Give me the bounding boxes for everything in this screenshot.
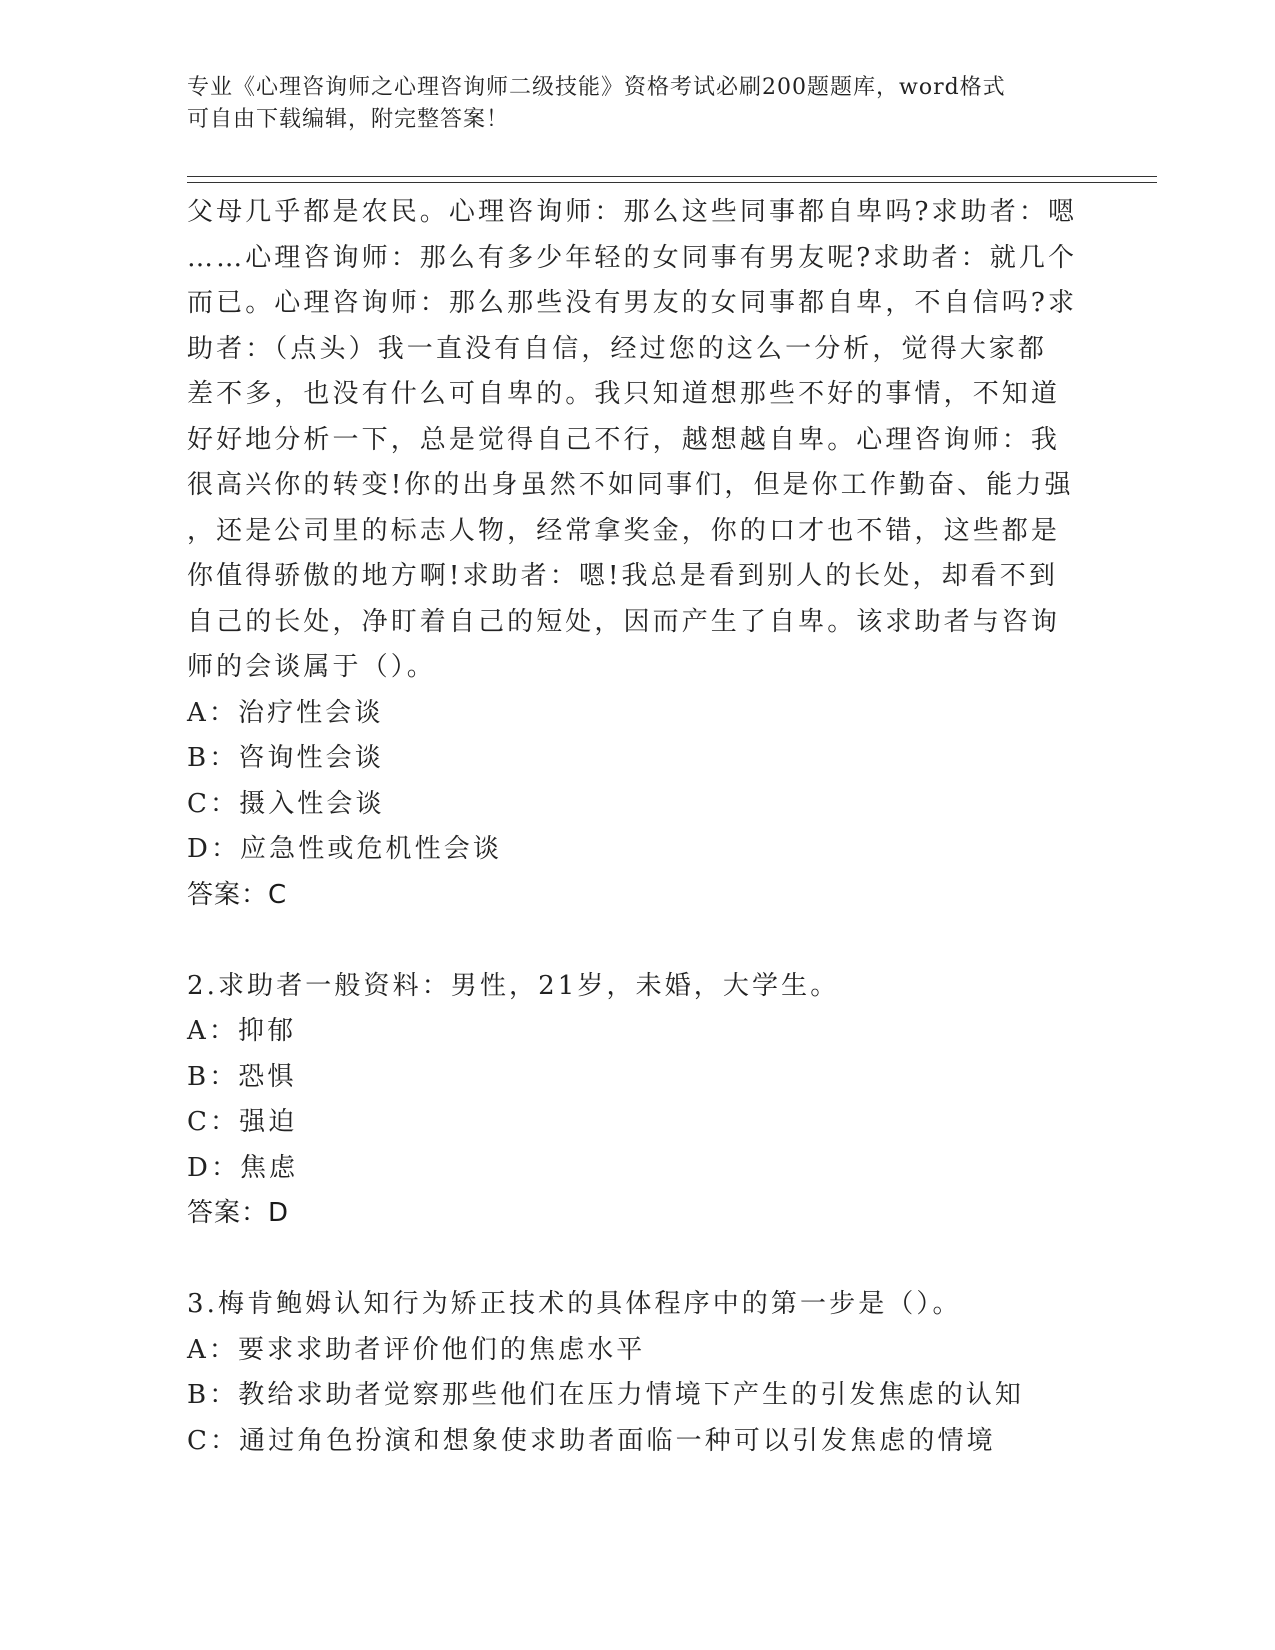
header-rule-top (187, 176, 1157, 177)
question-2 (187, 964, 1077, 1237)
header-line-1: 专业《心理咨询师之心理咨询师二级技能》资格考试必刷200题题库，word格式 (187, 75, 1006, 100)
option-d: D：应急性或危机性会谈 (187, 834, 502, 864)
option-c: C：通过角色扮演和想象使求助者面临一种可以引发焦虑的情境 (187, 1425, 996, 1456)
question-text-line: 你值得骄傲的地方啊!求助者：嗯!我总是看到别人的长处，却看不到 (187, 561, 1058, 591)
question-text-line: 差不多，也没有什么可自卑的。我只知道想那些不好的事情，不知道 (187, 379, 1061, 409)
question-text-line: 助者：（点头）我一直没有自信，经过您的这么一分析，觉得大家都 (187, 333, 1048, 364)
question-text-line: ，还是公司里的标志人物，经常拿奖金，你的口才也不错，这些都是 (187, 515, 1061, 546)
question-text-line: 而已。心理咨询师：那么那些没有男友的女同事都自卑，不自信吗?求 (187, 288, 1078, 318)
option-b: B：咨询性会谈 (187, 743, 384, 773)
option-c: C：摄入性会谈 (187, 788, 385, 819)
option-d: D：焦虑 (187, 1152, 299, 1183)
option-a: A：治疗性会谈 (187, 697, 384, 728)
option-a: A：抑郁 (187, 1016, 297, 1046)
document-body (187, 190, 1077, 1464)
spacer (187, 1237, 1077, 1283)
question-text-line: 师的会谈属于（）。 (187, 652, 436, 682)
question-1 (187, 190, 1077, 918)
question-stem: 2.求助者一般资料：男性，21岁，未婚，大学生。 (187, 970, 840, 1001)
question-stem: 3.梅肯鲍姆认知行为矫正技术的具体程序中的第一步是（）。 (187, 1289, 962, 1319)
answer-line: 答案：D (187, 1198, 290, 1228)
header-line-2: 可自由下载编辑，附完整答案！ (187, 107, 510, 132)
question-3 (187, 1282, 1077, 1464)
option-b: B：教给求助者觉察那些他们在压力情境下产生的引发焦虑的认知 (187, 1380, 1025, 1410)
question-text-line: ……心理咨询师：那么有多少年轻的女同事有男友呢?求助者：就几个 (187, 242, 1078, 273)
question-text-line: 好好地分析一下，总是觉得自己不行，越想越自卑。心理咨询师：我 (187, 424, 1061, 455)
document-header (187, 72, 1067, 136)
option-c: C：强迫 (187, 1107, 298, 1137)
spacer (187, 918, 1077, 964)
option-b: B：恐惧 (187, 1061, 297, 1092)
question-text-line: 父母几乎都是农民。心理咨询师：那么这些同事都自卑吗?求助者：嗯 (187, 197, 1078, 227)
question-text-line: 自己的长处，净盯着自己的短处，因而产生了自卑。该求助者与咨询 (187, 606, 1061, 637)
answer-line: 答案：C (187, 879, 288, 910)
question-text-line: 很高兴你的转变!你的出身虽然不如同事们，但是你工作勤奋、能力强 (187, 470, 1074, 500)
header-rule-bottom (187, 182, 1157, 183)
option-a: A：要求求助者评价他们的焦虑水平 (187, 1334, 646, 1365)
